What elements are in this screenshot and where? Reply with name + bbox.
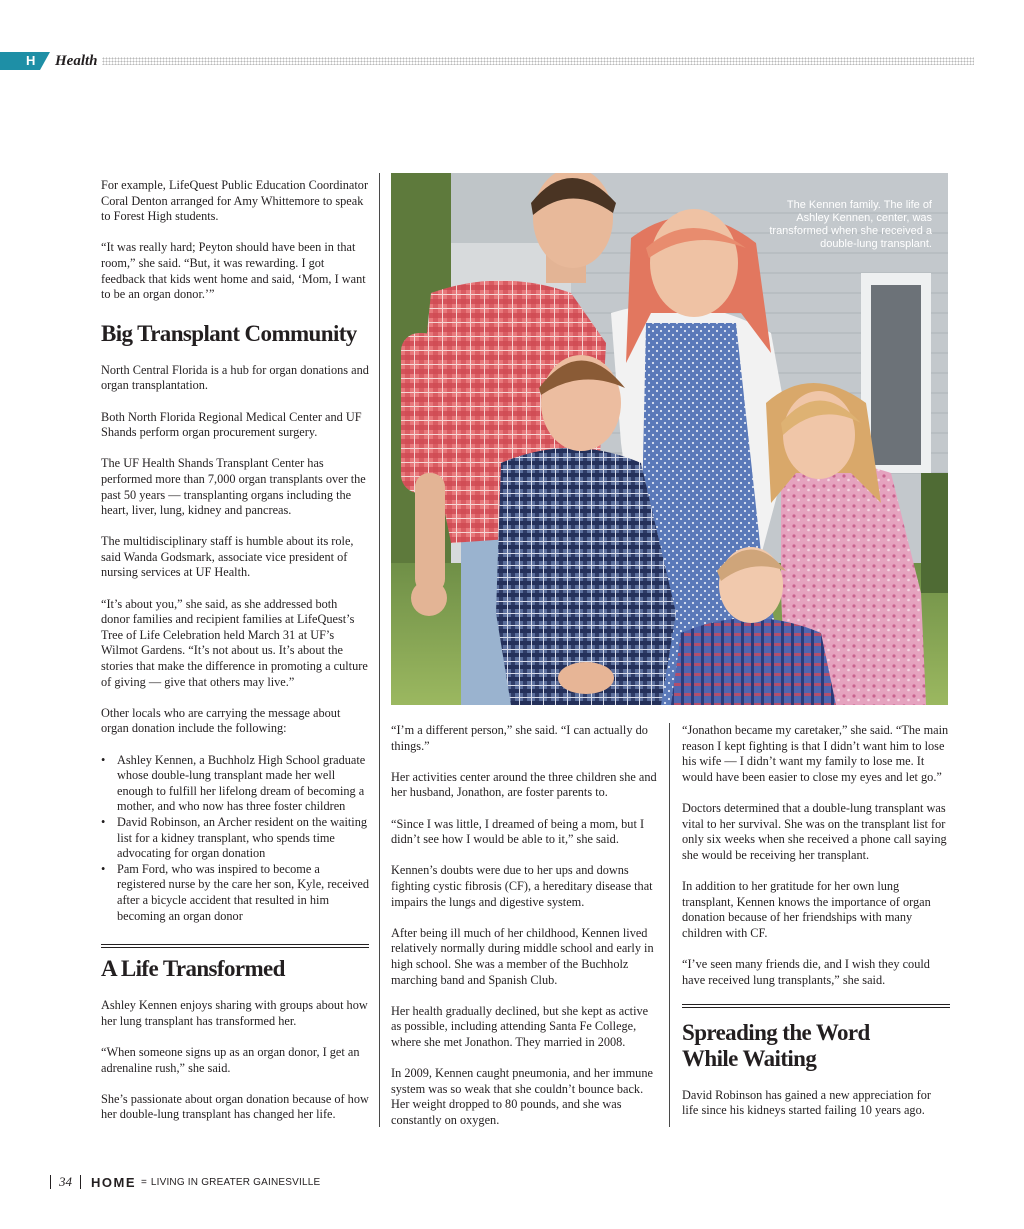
magazine-brand: HOME bbox=[91, 1174, 136, 1190]
subhead-line: Spreading the Word bbox=[682, 1019, 870, 1045]
article-column-2 bbox=[391, 723, 659, 1144]
bullet-glyph: • bbox=[101, 814, 106, 829]
subhead-spreading-the-word bbox=[682, 1020, 950, 1072]
column-divider bbox=[379, 173, 380, 1127]
paragraph: “Jonathon became my caretaker,” she said. “The main reason I kept fighting is that I didn’t want him to lose his wife — I didn’t want my family to lose me. It would have been easier to close my eyes and let go.” bbox=[682, 723, 949, 784]
section-divider bbox=[101, 944, 369, 948]
paragraph: Her activities center around the three children she and her husband, Jonathon, are foster parents to. bbox=[391, 769, 657, 800]
paragraph: In 2009, Kennen caught pneumonia, and her immune system was so weak that she couldn’t bounce back. Her weight dropped to 80 pounds, and she was constantly on oxygen. bbox=[391, 1066, 653, 1127]
paragraph: For example, LifeQuest Public Education Coordinator Coral Denton arranged for Amy Whittemore to speak to Forest High students. bbox=[101, 178, 369, 224]
subhead-line: While Waiting bbox=[682, 1045, 817, 1071]
list-item bbox=[101, 753, 369, 815]
article-column-3 bbox=[682, 723, 950, 1134]
section-letter: H bbox=[26, 53, 36, 68]
paragraph: Doctors determined that a double-lung transplant was vital to her survival. She was on the transplant list for only six weeks when she received a phone call saying she would be receiving her transplant. bbox=[682, 800, 947, 862]
family-photo-illustration bbox=[391, 173, 948, 705]
paragraph: David Robinson has gained a new appreciation for life since his kidneys started failing 10 years ago. bbox=[682, 1087, 931, 1118]
subhead-a-life-transformed: A Life Transformed bbox=[101, 956, 285, 982]
paragraph: Her health gradually declined, but she kept as active as possible, including attending Santa Fe College, where she met Jonathon. They married in 2008. bbox=[391, 1003, 649, 1049]
magazine-tagline: LIVING IN GREATER GAINESVILLE bbox=[150, 1176, 321, 1188]
paragraph: Kennen’s doubts were due to her ups and downs fighting cystic fibrosis (CF), a hereditary disease that impairs the lungs and digestive system. bbox=[391, 863, 653, 909]
paragraph: Other locals who are carrying the message about organ donation include the following: bbox=[101, 705, 341, 736]
paragraph: She’s passionate about organ donation because of how her double-lung transplant has changed her life. bbox=[101, 1091, 369, 1122]
page-footer bbox=[50, 1174, 320, 1190]
paragraph: After being ill much of her childhood, Kennen lived relatively normally during middle school and early in high school. She was a member of the Buchholz marching band and Spanish Club. bbox=[391, 925, 654, 987]
paragraph: “It was really hard; Peyton should have been in that room,” she said. “But, it was rewarding. I got feedback that kids went home and said, ‘Mom, I want to be an organ donor.’” bbox=[101, 240, 366, 302]
paragraph: “I’ve seen many friends die, and I wish they could have received lung transplants,” she said. bbox=[682, 956, 930, 987]
page-number: 34 bbox=[59, 1174, 72, 1189]
subhead-big-transplant-community: Big Transplant Community bbox=[101, 320, 357, 346]
paragraph: “Since I was little, I dreamed of being a mom, but I didn’t see how I would be able to it,” she said. bbox=[391, 816, 645, 847]
section-tab bbox=[0, 52, 50, 70]
paragraph: North Central Florida is a hub for organ donations and organ transplantation. bbox=[101, 362, 369, 393]
article-column-1 bbox=[101, 178, 369, 1138]
family-photo bbox=[391, 173, 948, 705]
paragraph: “When someone signs up as an organ donor, I get an adrenaline rush,” she said. bbox=[101, 1044, 360, 1075]
list-item-text: David Robinson, an Archer resident on the waiting list for a kidney transplant, who spends time advocating for organ donation bbox=[117, 814, 367, 861]
paragraph: The multidisciplinary staff is humble about its role, said Wanda Godsmark, associate vice president of nursing services at UF Health. bbox=[101, 534, 354, 580]
bullet-glyph: • bbox=[101, 752, 106, 767]
paragraph: The UF Health Shands Transplant Center has performed more than 7,000 organ transplants over the past 50 years — transplanting organs including the heart, liver, lung, kidney and pancreas. bbox=[101, 456, 366, 518]
list-item bbox=[101, 862, 369, 924]
list-item-text: Ashley Kennen, a Buchholz High School graduate whose double-lung transplant made her well enough to fulfill her lifelong dream of becoming a mother, and who now has three foster children bbox=[117, 752, 366, 814]
section-divider bbox=[682, 1004, 950, 1008]
bullet-list bbox=[101, 753, 369, 925]
paragraph: Ashley Kennen enjoys sharing with groups about how her lung transplant has transformed her. bbox=[101, 998, 368, 1028]
paragraph: In addition to her gratitude for her own lung transplant, Kennen knows the importance of organ donation because of her friendships with many children with CF. bbox=[682, 878, 931, 940]
header-dotted-rule bbox=[102, 57, 974, 65]
bullet-glyph: • bbox=[101, 861, 106, 876]
list-item bbox=[101, 815, 369, 862]
paragraph: “I’m a different person,” she said. “I can actually do things.” bbox=[391, 723, 648, 753]
column-divider bbox=[669, 723, 670, 1127]
section-name: Health bbox=[55, 53, 98, 69]
footer-bar bbox=[80, 1175, 81, 1189]
paragraph: Both North Florida Regional Medical Center and UF Shands perform organ procurement surgery. bbox=[101, 409, 362, 440]
photo-caption: The Kennen family. The life of Ashley Kennen, center, was transformed when she received a double-lung transplant. bbox=[769, 199, 932, 250]
footer-bar bbox=[50, 1175, 51, 1189]
footer-separator: = bbox=[141, 1176, 147, 1188]
list-item-text: Pam Ford, who was inspired to become a registered nurse by the care her son, Kyle, received after a bicycle accident that resulted in him becoming an organ donor bbox=[117, 861, 369, 923]
paragraph: “It’s about you,” she said, as she addressed both donor families and recipient families at LifeQuest’s Tree of Life Celebration held March 31 at UF’s Wilmot Gardens. “It’s not about us. It’s about the stories that make the difference in promoting a culture of giving — give that others may live.” bbox=[101, 596, 368, 689]
